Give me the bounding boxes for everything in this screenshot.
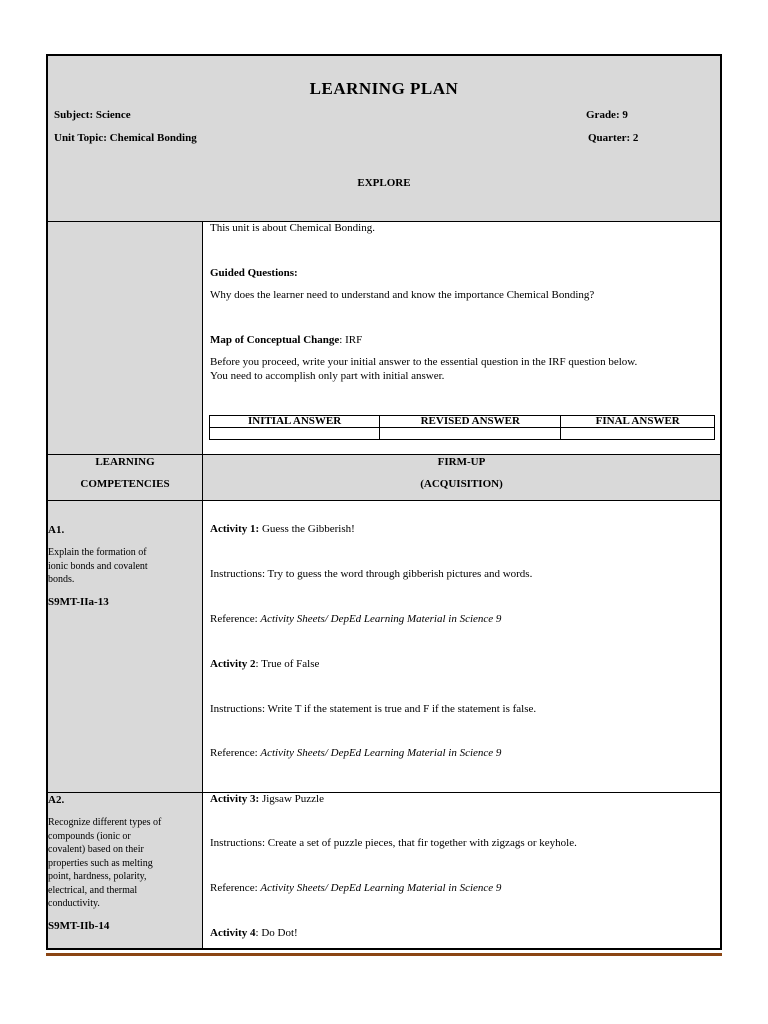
competency-desc-a1 (48, 546, 148, 587)
desc-line: properties such as melting (48, 857, 153, 869)
irf-header-final: FINAL ANSWER (561, 416, 715, 428)
activity-3-reference (210, 882, 501, 895)
activity-1-reference (210, 613, 501, 626)
activity-4-label: Activity 4 (210, 927, 256, 939)
activity-4 (210, 927, 298, 940)
irf-header-initial: INITIAL ANSWER (210, 416, 380, 428)
activity-1 (210, 523, 355, 536)
activity-1-label: Activity 1: (210, 523, 260, 535)
reference-label: Reference: (210, 613, 261, 625)
column-divider (202, 221, 203, 950)
desc-line: electrical, and thermal (48, 884, 138, 896)
desc-line: point, hardness, polarity, (48, 871, 147, 882)
desc-line: bonds. (48, 574, 75, 585)
map-conceptual-change (210, 334, 362, 347)
standard-code-a1: S9MT-IIa-13 (48, 596, 109, 608)
reference-value: Activity Sheets/ DepEd Learning Material in Science 9 (260, 882, 502, 894)
firm-up-heading: FIRM-UP (437, 456, 486, 468)
activity-2-title: : True of False (255, 658, 320, 670)
divider (46, 221, 722, 222)
activity-3-instructions: Instructions: Create a set of puzzle pieces, that fir together with zigzags or keyhole. (210, 837, 577, 849)
activity-2-label: Activity 2 (210, 658, 256, 670)
intro-text: This unit is about Chemical Bonding. (210, 222, 375, 234)
activity-2-reference (210, 747, 501, 760)
map-value: : IRF (339, 334, 363, 346)
activity-2-instructions: Instructions: Write T if the statement is true and F if the statement is false. (210, 703, 537, 715)
learning-competencies-line1: LEARNING (95, 456, 155, 468)
irf-table (209, 415, 715, 440)
reference-value: Activity Sheets/ DepEd Learning Material in Science 9 (260, 613, 502, 625)
quarter-label: Quarter: 2 (588, 132, 639, 144)
map-label: Map of Conceptual Change (210, 334, 340, 346)
activity-3-title: Jigsaw Puzzle (259, 793, 324, 805)
learning-competencies-line2: COMPETENCIES (80, 478, 170, 490)
reference-value: Activity Sheets/ DepEd Learning Material in Science 9 (260, 747, 502, 759)
page-title: LEARNING PLAN (309, 79, 459, 98)
activity-4-title: : Do Dot! (255, 927, 298, 939)
footer-rule (46, 953, 722, 956)
desc-line: Explain the formation of (48, 547, 147, 558)
divider (46, 792, 722, 793)
stage-heading: EXPLORE (357, 177, 411, 189)
subject-label: Subject: Science (54, 109, 131, 121)
desc-line: ionic bonds and covalent (48, 560, 148, 572)
standard-code-a2: S9MT-IIb-14 (48, 920, 110, 932)
guided-questions-label: Guided Questions: (210, 267, 298, 279)
activity-3 (210, 793, 324, 806)
desc-line: compounds (ionic or (48, 830, 131, 842)
competency-code-a1: A1. (48, 524, 65, 536)
reference-label: Reference: (210, 747, 261, 759)
divider (46, 454, 722, 455)
desc-line: conductivity. (48, 898, 100, 909)
divider (46, 500, 722, 501)
instruction-line: Before you proceed, write your initial answer to the essential question in the IRF question below. (210, 356, 638, 368)
irf-cell-revised[interactable] (380, 428, 561, 440)
grade-label: Grade: 9 (586, 109, 628, 121)
desc-line: Recognize different types of (48, 817, 162, 828)
acquisition-heading: (ACQUISITION) (420, 478, 503, 490)
irf-header-revised: REVISED ANSWER (380, 416, 561, 428)
activity-3-label: Activity 3: (210, 793, 260, 805)
instruction-line: You need to accomplish only part with initial answer. (210, 370, 445, 382)
activity-2 (210, 658, 319, 671)
activity-1-title: Guess the Gibberish! (259, 523, 355, 535)
activity-1-instructions: Instructions: Try to guess the word through gibberish pictures and words. (210, 568, 533, 580)
reference-label: Reference: (210, 882, 261, 894)
irf-cell-initial[interactable] (210, 428, 380, 440)
competency-desc-a2 (48, 816, 161, 911)
guided-question: Why does the learner need to understand and know the importance Chemical Bonding? (210, 289, 595, 301)
unit-topic-label: Unit Topic: Chemical Bonding (54, 132, 197, 144)
competency-code-a2: A2. (48, 794, 65, 806)
desc-line: covalent) based on their (48, 844, 144, 855)
irf-cell-final[interactable] (561, 428, 715, 440)
